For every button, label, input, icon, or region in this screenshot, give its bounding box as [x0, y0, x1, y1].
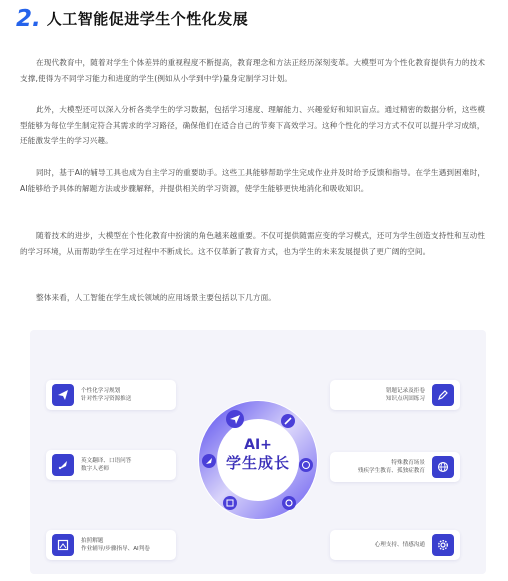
card-emotional-support [330, 530, 460, 560]
photo-icon [52, 534, 74, 556]
center-line-2: 学生成长 [225, 454, 290, 472]
section-number: 2. [16, 6, 41, 32]
card-line-1: 拍照解题 [81, 537, 104, 544]
ring-icon-plane [226, 410, 244, 428]
card-line-1: 心理支持、情感沟通 [374, 541, 425, 548]
section-title: 人工智能促进学生个性化发展 [46, 10, 249, 28]
section-heading [16, 8, 248, 31]
ring-icon-gear [282, 496, 296, 510]
card-learning-plan [46, 380, 176, 410]
gear-icon [432, 534, 454, 556]
ring-center-label [193, 437, 323, 473]
ring-icon-pencil [281, 414, 295, 428]
paragraph-1: 在现代教育中，随着对学生个体差异的重视程度不断提高，教育理念和方法正经历深刻变革。大模型可为个性化教育提供有力的技术支撑,使得为不同学习能力和进度的学生(例如从小学到中学)量身定制学习计划。 [20, 58, 486, 83]
rocket-icon [52, 454, 74, 476]
paper-plane-icon [52, 384, 74, 406]
paragraph-4: 随着技术的进步，大模型在个性化教育中扮演的角色越来越重要。不仅可提供随需应变的学习模式，还可为学生创造支持性和互动性的学习环境，从而帮助学生在学习过程中不断成长。这不仅革新了教育方式，也为学生的未来发展提供了更广阔的空间。 [20, 231, 486, 256]
paragraph-2: 此外，大模型还可以深入分析各类学生的学习数据，包括学习速度、理解能力、兴趣爱好和知识盲点。通过精密的数据分析，这些模型能够为每位学生制定符合其需求的学习路径，确保他们在适合自己的节奏下高效学习。这种个性化的学习方式不仅可以提升学习成绩，还能激发学生的学习兴趣。 [20, 105, 486, 145]
card-line-2: 知识点巩固练习 [385, 396, 425, 402]
card-translation [46, 450, 176, 480]
ring-icon-photo [223, 496, 237, 510]
card-photo-solving [46, 530, 176, 560]
card-line-2: 数字人老师 [81, 466, 109, 472]
center-line-1: AI+ [244, 437, 272, 453]
pencil-icon [432, 384, 454, 406]
card-line-1: 英文翻译、口语问答 [81, 457, 132, 464]
paragraph-5: 整体来看，人工智能在学生成长领域的应用场景主要包括以下几方面。 [36, 293, 277, 302]
card-mistake-record [330, 380, 460, 410]
card-line-1: 错题记录及拒卷 [385, 387, 425, 394]
card-line-2: 作业辅导/步骤指导、AI判卷 [81, 546, 150, 552]
card-special-education [330, 452, 460, 482]
card-line-2: 残疾学生教育、孤独症教育 [357, 468, 425, 474]
ai-student-growth-diagram [30, 330, 486, 574]
card-line-1: 特殊教育场景 [391, 459, 425, 466]
card-line-1: 个性化学习规划 [81, 387, 121, 394]
globe-icon [432, 456, 454, 478]
card-line-2: 针对性学习资源推送 [81, 396, 132, 402]
paragraph-3: 同时，基于AI的辅导工具也成为自主学习的重要助手。这些工具能够帮助学生完成作业并及时给予反馈和指导。在学生遇到困难时，AI能够给予具体的解题方法或步骤解释，并提供相关的学习资源，使学生能够更快地消化和吸收知识。 [20, 168, 486, 193]
